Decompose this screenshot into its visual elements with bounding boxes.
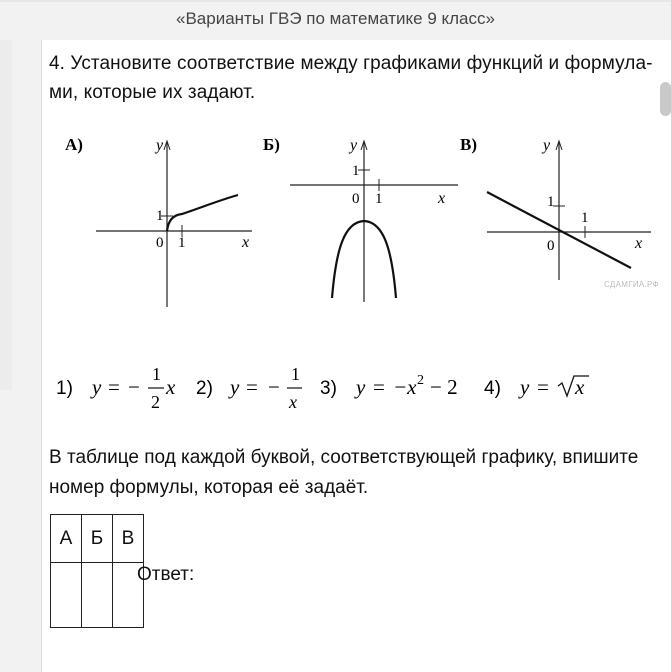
answer-table xyxy=(50,514,144,628)
answer-header-v: В xyxy=(113,515,144,563)
formula-2-frac-den: x xyxy=(289,392,297,412)
graph-a-zero: 0 xyxy=(156,235,164,251)
graph-a-x-label: x xyxy=(242,234,250,251)
formula-1-y: y xyxy=(92,375,102,399)
formula-1-frac-num: 1 xyxy=(152,364,161,384)
formula-3 xyxy=(320,373,458,399)
graph-c-one-y: 1 xyxy=(547,194,555,210)
graph-a-y-label: y xyxy=(156,137,164,154)
formula-list xyxy=(56,358,636,418)
graph-c-y-label: y xyxy=(543,137,551,154)
graph-b-zero: 0 xyxy=(352,191,360,207)
top-bar xyxy=(0,0,671,40)
task-text: 4. Установите соответствие между графиками функций и формула-ми, которые их задают. xyxy=(49,53,653,103)
formula-2 xyxy=(196,364,302,412)
graph-b-x-label: x xyxy=(438,190,446,207)
answer-header-a: А xyxy=(51,515,82,563)
clipped-line xyxy=(0,0,671,2)
graph-c-one-x: 1 xyxy=(581,210,589,226)
instruction-text: В таблице под каждой буквой, соответствующей графику, впишите номер формулы, которая её задаёт. xyxy=(49,447,639,498)
formula-2-eq: = xyxy=(246,375,258,399)
formula-4-root-sign xyxy=(558,376,589,396)
formula-3-exp: 2 xyxy=(417,373,424,388)
graph-b xyxy=(258,130,463,310)
formula-3-tail: − 2 xyxy=(430,375,458,399)
graph-b-label: Б) xyxy=(263,135,280,154)
graph-a xyxy=(60,130,260,310)
formula-2-y: y xyxy=(230,375,240,399)
formula-1 xyxy=(56,364,176,412)
graph-a-label: А) xyxy=(65,135,83,154)
graph-b-y-label: y xyxy=(350,137,358,154)
left-edge-panel xyxy=(0,40,12,390)
graph-a-one-y: 1 xyxy=(156,208,164,224)
formula-4-root-arg: x xyxy=(575,375,585,399)
formula-4-eq: = xyxy=(537,375,549,399)
graph-c-label: В) xyxy=(460,135,477,154)
answer-cell-b[interactable] xyxy=(82,563,113,628)
graph-a-one-x: 1 xyxy=(178,235,186,251)
graph-c-x-label: x xyxy=(635,235,643,252)
formula-2-frac-num: 1 xyxy=(291,364,300,384)
formula-1-frac-den: 2 xyxy=(151,392,160,412)
formula-1-num: 1) xyxy=(56,378,73,399)
formula-3-expr: −x xyxy=(393,375,417,399)
formula-3-eq: = xyxy=(373,375,385,399)
formula-2-minus: − xyxy=(268,375,280,399)
formula-2-num: 2) xyxy=(196,378,213,399)
formula-4-y: y xyxy=(520,375,530,399)
formula-4 xyxy=(484,375,589,399)
graph-b-one-x: 1 xyxy=(375,191,383,207)
answer-header-b: Б xyxy=(82,515,113,563)
scrollbar-thumb[interactable] xyxy=(660,82,671,116)
graph-c xyxy=(455,130,655,280)
page-subtitle: «Варианты ГВЭ по математике 9 класс» xyxy=(176,9,495,28)
graph-c-zero: 0 xyxy=(547,238,555,254)
formula-3-y: y xyxy=(356,375,366,399)
formula-3-num: 3) xyxy=(320,378,337,399)
formula-4-num: 4) xyxy=(484,378,501,399)
formula-1-minus: − xyxy=(128,375,140,399)
answer-label: Ответ: xyxy=(137,564,195,585)
formula-1-var: x xyxy=(166,375,176,399)
watermark: СДАМГИА.РФ xyxy=(604,280,659,289)
graph-a-curve xyxy=(167,195,238,231)
answer-cell-a[interactable] xyxy=(51,563,82,628)
formula-1-eq: = xyxy=(108,375,120,399)
graph-b-one-y: 1 xyxy=(352,163,360,179)
